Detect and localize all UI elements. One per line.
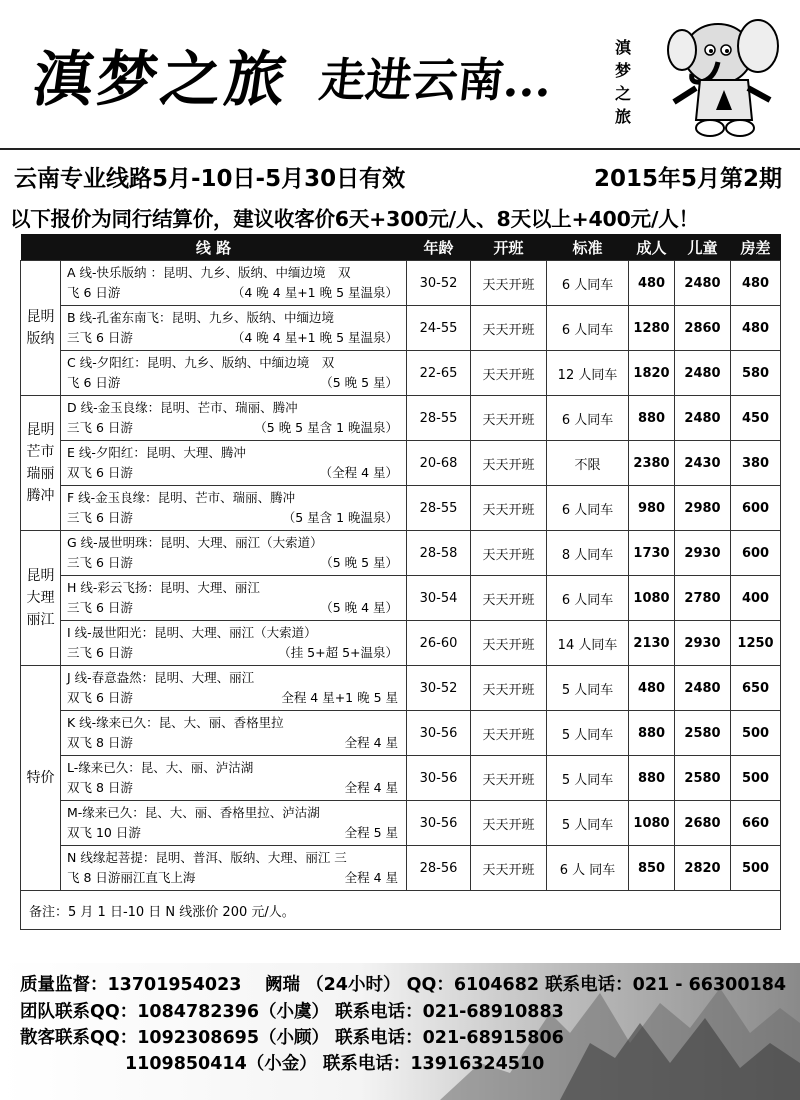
route-detail bbox=[67, 868, 398, 888]
standard-cell: 5 人同车 bbox=[547, 756, 629, 801]
footer-contact-line: 1109850414（小金） 联系电话：13916324510 bbox=[20, 1054, 545, 1074]
route-cell bbox=[61, 261, 407, 306]
standard-cell: 6 人同车 bbox=[547, 486, 629, 531]
age-cell: 26-60 bbox=[407, 621, 471, 666]
region-cell: 昆明 大理 丽江 bbox=[21, 531, 61, 666]
child-price-cell: 2480 bbox=[675, 396, 731, 441]
route-detail bbox=[67, 328, 398, 348]
region-cell: 特价 bbox=[21, 666, 61, 891]
room-diff-cell: 500 bbox=[731, 846, 781, 891]
route-hotel: （5 晚 5 星含 1 晚温泉） bbox=[254, 420, 399, 435]
standard-cell: 8 人同车 bbox=[547, 531, 629, 576]
header bbox=[0, 0, 800, 150]
room-diff-cell: 660 bbox=[731, 801, 781, 846]
age-cell: 20-68 bbox=[407, 441, 471, 486]
age-cell: 30-52 bbox=[407, 261, 471, 306]
route-duration: 飞 6 日游 bbox=[67, 285, 121, 300]
route-hotel: （5 星含 1 晚温泉） bbox=[282, 510, 399, 525]
standard-cell: 6 人同车 bbox=[547, 396, 629, 441]
standard-cell: 12 人同车 bbox=[547, 351, 629, 396]
child-price-cell: 2580 bbox=[675, 756, 731, 801]
age-cell: 28-56 bbox=[407, 846, 471, 891]
route-cell bbox=[61, 531, 407, 576]
table-row bbox=[21, 306, 781, 351]
route-duration: 飞 8 日游丽江直飞上海 bbox=[67, 870, 196, 885]
footer-quality-line: 质量监督：13701954023 阙瑞 （24小时） QQ：6104682 联系电话：021 - 66300184 bbox=[20, 975, 787, 995]
route-name: N 线缘起菩提：昆明、普洱、版纳、大理、丽江 三 bbox=[67, 850, 347, 865]
mini-logo-char: 梦 bbox=[614, 61, 631, 80]
route-name: K 线-缘来已久：昆、大、丽、香格里拉 bbox=[67, 715, 284, 730]
adult-price-cell: 1080 bbox=[629, 576, 675, 621]
room-diff-cell: 450 bbox=[731, 396, 781, 441]
room-diff-cell: 600 bbox=[731, 486, 781, 531]
route-detail bbox=[67, 688, 398, 708]
route-name: H 线-彩云飞扬：昆明、大理、丽江 bbox=[67, 580, 260, 595]
age-cell: 30-56 bbox=[407, 801, 471, 846]
route-duration: 飞 6 日游 bbox=[67, 375, 121, 390]
standard-cell: 6 人 同车 bbox=[547, 846, 629, 891]
age-cell: 28-55 bbox=[407, 486, 471, 531]
route-hotel: （5 晚 4 星） bbox=[320, 600, 399, 615]
route-cell bbox=[61, 711, 407, 756]
schedule-cell: 天天开班 bbox=[471, 756, 547, 801]
schedule-cell: 天天开班 bbox=[471, 846, 547, 891]
child-price-cell: 2580 bbox=[675, 711, 731, 756]
room-diff-cell: 1250 bbox=[731, 621, 781, 666]
col-header-age: 年龄 bbox=[407, 234, 471, 261]
table-row bbox=[21, 621, 781, 666]
table-row bbox=[21, 441, 781, 486]
route-detail bbox=[67, 508, 398, 528]
table-row bbox=[21, 846, 781, 891]
child-price-cell: 2820 bbox=[675, 846, 731, 891]
route-detail bbox=[67, 553, 398, 573]
adult-price-cell: 2130 bbox=[629, 621, 675, 666]
header-slogan: 走进云南... bbox=[316, 53, 555, 107]
route-detail bbox=[67, 643, 398, 663]
route-name: J 线-春意盎然：昆明、大理、丽江 bbox=[67, 670, 255, 685]
route-name: C 线-夕阳红：昆明、九乡、版纳、中缅边境 双 bbox=[67, 355, 335, 370]
mini-logo-char: 之 bbox=[614, 84, 631, 103]
col-header-adult: 成人 bbox=[629, 234, 675, 261]
price-table bbox=[20, 234, 781, 930]
standard-cell: 6 人同车 bbox=[547, 576, 629, 621]
route-duration: 三飞 6 日游 bbox=[67, 420, 133, 435]
route-detail bbox=[67, 283, 398, 303]
schedule-cell: 天天开班 bbox=[471, 666, 547, 711]
route-name: F 线-金玉良缘：昆明、芒市、瑞丽、腾冲 bbox=[67, 490, 296, 505]
table-row bbox=[21, 486, 781, 531]
age-cell: 30-56 bbox=[407, 756, 471, 801]
schedule-cell: 天天开班 bbox=[471, 441, 547, 486]
adult-price-cell: 1820 bbox=[629, 351, 675, 396]
child-price-cell: 2480 bbox=[675, 261, 731, 306]
route-hotel: （5 晚 5 星） bbox=[320, 555, 399, 570]
room-diff-cell: 380 bbox=[731, 441, 781, 486]
route-name: M-缘来已久：昆、大、丽、香格里拉、泸沽湖 bbox=[67, 805, 320, 820]
issue-label: 2015年5月第2期 bbox=[593, 166, 782, 192]
route-validity: 云南专业线路5月-10日-5月30日有效 bbox=[14, 166, 406, 192]
col-header-room: 房差 bbox=[731, 234, 781, 261]
child-price-cell: 2780 bbox=[675, 576, 731, 621]
table-row bbox=[21, 576, 781, 621]
age-cell: 28-55 bbox=[407, 396, 471, 441]
route-hotel: 全程 4 星+1 晚 5 星 bbox=[281, 690, 399, 705]
table-row bbox=[21, 261, 781, 306]
region-cell: 昆明 版纳 bbox=[21, 261, 61, 396]
route-detail bbox=[67, 373, 398, 393]
remark-cell: 备注：5 月 1 日-10 日 N 线涨价 200 元/人。 bbox=[21, 891, 781, 930]
table-header-row bbox=[21, 234, 781, 261]
standard-cell: 6 人同车 bbox=[547, 261, 629, 306]
adult-price-cell: 2380 bbox=[629, 441, 675, 486]
adult-price-cell: 1280 bbox=[629, 306, 675, 351]
table-row bbox=[21, 351, 781, 396]
age-cell: 28-58 bbox=[407, 531, 471, 576]
route-duration: 双飞 8 日游 bbox=[67, 735, 133, 750]
route-hotel: （4 晚 4 星+1 晚 5 星温泉） bbox=[231, 330, 399, 345]
subheader bbox=[14, 160, 786, 194]
footer bbox=[0, 963, 800, 1100]
standard-cell: 6 人同车 bbox=[547, 306, 629, 351]
price-note: 以下报价为同行结算价，建议收客价6天+300元/人、8天以上+400元/人！ bbox=[10, 207, 699, 231]
room-diff-cell: 580 bbox=[731, 351, 781, 396]
route-hotel: 全程 4 星 bbox=[344, 780, 399, 795]
route-duration: 双飞 8 日游 bbox=[67, 780, 133, 795]
footer-team-line: 团队联系QQ：1084782396（小虞） 联系电话：021-68910883 bbox=[20, 1002, 564, 1022]
adult-price-cell: 1080 bbox=[629, 801, 675, 846]
route-cell bbox=[61, 666, 407, 711]
route-hotel: （挂 5+超 5+温泉） bbox=[278, 645, 399, 660]
elephant-mascot-icon bbox=[660, 10, 788, 142]
schedule-cell: 天天开班 bbox=[471, 576, 547, 621]
route-cell bbox=[61, 441, 407, 486]
age-cell: 30-56 bbox=[407, 711, 471, 756]
room-diff-cell: 650 bbox=[731, 666, 781, 711]
col-header-child: 儿童 bbox=[675, 234, 731, 261]
route-name: E 线-夕阳红：昆明、大理、腾冲 bbox=[67, 445, 246, 460]
schedule-cell: 天天开班 bbox=[471, 351, 547, 396]
adult-price-cell: 1730 bbox=[629, 531, 675, 576]
child-price-cell: 2930 bbox=[675, 531, 731, 576]
route-cell bbox=[61, 801, 407, 846]
adult-price-cell: 980 bbox=[629, 486, 675, 531]
schedule-cell: 天天开班 bbox=[471, 261, 547, 306]
route-detail bbox=[67, 733, 398, 753]
col-header-schedule: 开班 bbox=[471, 234, 547, 261]
room-diff-cell: 480 bbox=[731, 306, 781, 351]
route-hotel: （4 晚 4 星+1 晚 5 星温泉） bbox=[231, 285, 399, 300]
standard-cell: 不限 bbox=[547, 441, 629, 486]
table-row bbox=[21, 531, 781, 576]
age-cell: 24-55 bbox=[407, 306, 471, 351]
table-row bbox=[21, 666, 781, 711]
route-name: B 线-孔雀东南飞：昆明、九乡、版纳、中缅边境 bbox=[67, 310, 335, 325]
route-cell bbox=[61, 486, 407, 531]
adult-price-cell: 480 bbox=[629, 666, 675, 711]
table-row bbox=[21, 396, 781, 441]
schedule-cell: 天天开班 bbox=[471, 396, 547, 441]
room-diff-cell: 500 bbox=[731, 711, 781, 756]
route-duration: 三飞 6 日游 bbox=[67, 555, 133, 570]
schedule-cell: 天天开班 bbox=[471, 711, 547, 756]
route-detail bbox=[67, 778, 398, 798]
route-cell bbox=[61, 351, 407, 396]
table-row bbox=[21, 756, 781, 801]
schedule-cell: 天天开班 bbox=[471, 531, 547, 576]
route-duration: 三飞 6 日游 bbox=[67, 600, 133, 615]
region-cell: 昆明 芒市 瑞丽 腾冲 bbox=[21, 396, 61, 531]
room-diff-cell: 600 bbox=[731, 531, 781, 576]
route-hotel: 全程 4 星 bbox=[344, 870, 399, 885]
child-price-cell: 2480 bbox=[675, 666, 731, 711]
route-cell bbox=[61, 396, 407, 441]
schedule-cell: 天天开班 bbox=[471, 621, 547, 666]
mini-logo bbox=[610, 36, 636, 128]
mini-logo-char: 旅 bbox=[614, 107, 631, 126]
route-duration: 三飞 6 日游 bbox=[67, 330, 133, 345]
child-price-cell: 2430 bbox=[675, 441, 731, 486]
child-price-cell: 2480 bbox=[675, 351, 731, 396]
route-name: D 线-金玉良缘：昆明、芒市、瑞丽、腾冲 bbox=[67, 400, 298, 415]
route-hotel: 全程 5 星 bbox=[344, 825, 399, 840]
age-cell: 30-52 bbox=[407, 666, 471, 711]
mini-logo-char: 滇 bbox=[614, 38, 631, 57]
col-header-standard: 标准 bbox=[547, 234, 629, 261]
route-cell bbox=[61, 846, 407, 891]
standard-cell: 5 人同车 bbox=[547, 666, 629, 711]
age-cell: 22-65 bbox=[407, 351, 471, 396]
route-duration: 三飞 6 日游 bbox=[67, 510, 133, 525]
route-cell bbox=[61, 756, 407, 801]
schedule-cell: 天天开班 bbox=[471, 486, 547, 531]
route-name: L-缘来已久：昆、大、丽、泸沽湖 bbox=[67, 760, 254, 775]
schedule-cell: 天天开班 bbox=[471, 801, 547, 846]
adult-price-cell: 850 bbox=[629, 846, 675, 891]
route-cell bbox=[61, 306, 407, 351]
route-cell bbox=[61, 576, 407, 621]
table-row bbox=[21, 711, 781, 756]
route-cell bbox=[61, 621, 407, 666]
child-price-cell: 2930 bbox=[675, 621, 731, 666]
route-name: I 线-晟世阳光：昆明、大理、丽江（大索道） bbox=[67, 625, 317, 640]
route-detail bbox=[67, 418, 398, 438]
adult-price-cell: 480 bbox=[629, 261, 675, 306]
child-price-cell: 2980 bbox=[675, 486, 731, 531]
footer-individual-line: 散客联系QQ：1092308695（小顾） 联系电话：021-68915806 bbox=[20, 1028, 564, 1048]
route-hotel: （5 晚 5 星） bbox=[320, 375, 399, 390]
room-diff-cell: 480 bbox=[731, 261, 781, 306]
col-header-route: 线 路 bbox=[21, 234, 407, 261]
remark-row bbox=[21, 891, 781, 930]
route-hotel: 全程 4 星 bbox=[344, 735, 399, 750]
route-duration: 双飞 6 日游 bbox=[67, 690, 133, 705]
route-duration: 三飞 6 日游 bbox=[67, 645, 133, 660]
brand-title: 滇梦之旅 bbox=[28, 45, 295, 115]
standard-cell: 5 人同车 bbox=[547, 711, 629, 756]
route-duration: 双飞 10 日游 bbox=[67, 825, 141, 840]
adult-price-cell: 880 bbox=[629, 711, 675, 756]
schedule-cell: 天天开班 bbox=[471, 306, 547, 351]
child-price-cell: 2860 bbox=[675, 306, 731, 351]
route-name: A 线-快乐版纳 ：昆明、九乡、版纳、中缅边境 双 bbox=[67, 265, 351, 280]
adult-price-cell: 880 bbox=[629, 396, 675, 441]
age-cell: 30-54 bbox=[407, 576, 471, 621]
route-duration: 双飞 6 日游 bbox=[67, 465, 133, 480]
route-detail bbox=[67, 823, 398, 843]
route-detail bbox=[67, 463, 398, 483]
table-row bbox=[21, 801, 781, 846]
room-diff-cell: 500 bbox=[731, 756, 781, 801]
standard-cell: 14 人同车 bbox=[547, 621, 629, 666]
route-name: G 线-晟世明珠：昆明、大理、丽江（大索道） bbox=[67, 535, 323, 550]
room-diff-cell: 400 bbox=[731, 576, 781, 621]
route-detail bbox=[67, 598, 398, 618]
standard-cell: 5 人同车 bbox=[547, 801, 629, 846]
route-hotel: （全程 4 星） bbox=[319, 465, 399, 480]
child-price-cell: 2680 bbox=[675, 801, 731, 846]
table-body bbox=[21, 261, 781, 930]
adult-price-cell: 880 bbox=[629, 756, 675, 801]
